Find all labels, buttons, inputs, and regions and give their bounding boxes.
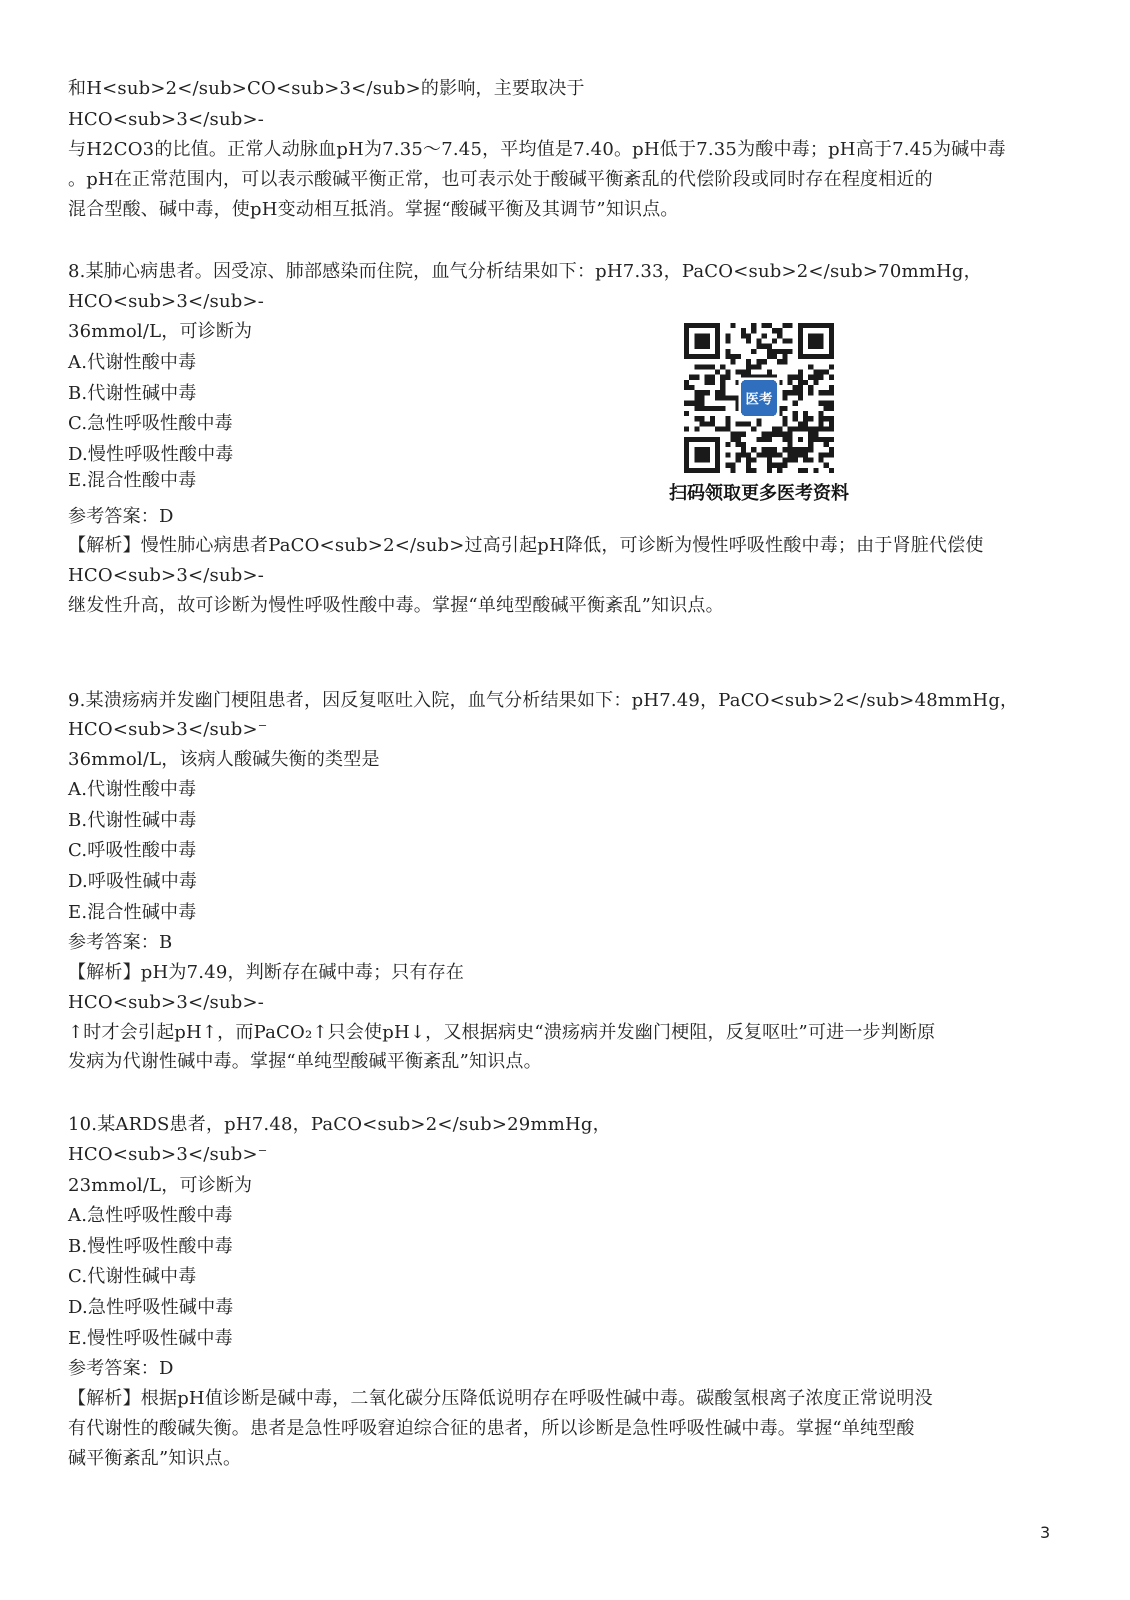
explanation-line: 继发性升高，故可诊断为慢性呼吸性酸中毒。掌握“单纯型酸碱平衡紊乱”知识点。 bbox=[68, 595, 724, 616]
answer-option: E.混合性碱中毒 bbox=[68, 902, 197, 923]
answer-option: B.代谢性碱中毒 bbox=[68, 810, 197, 831]
explanation-line: HCO<sub>3</sub>- bbox=[68, 109, 265, 130]
explanation-line: 碱平衡紊乱”知识点。 bbox=[68, 1448, 242, 1469]
answer-option: A.急性呼吸性酸中毒 bbox=[68, 1205, 233, 1226]
reference-answer: 参考答案：B bbox=[68, 932, 173, 953]
question-stem: 36mmol/L，可诊断为 bbox=[68, 321, 253, 342]
qr-code-image[interactable] bbox=[684, 323, 834, 473]
answer-option: E.慢性呼吸性碱中毒 bbox=[68, 1328, 233, 1349]
explanation-line: 【解析】pH为7.49，判断存在碱中毒；只有存在 bbox=[68, 962, 465, 983]
explanation-line: HCO<sub>3</sub>- bbox=[68, 565, 265, 586]
question-stem: 10.某ARDS患者，pH7.48，PaCO<sub>2</sub>29mmHg， bbox=[68, 1114, 611, 1135]
answer-option: C.急性呼吸性酸中毒 bbox=[68, 413, 233, 434]
explanation-line: ↑时才会引起pH↑，而PaCO₂↑只会使pH↓，又根据病史“溃疡病并发幽门梗阻，反复呕吐”可进一步判断原 bbox=[68, 1022, 936, 1043]
answer-option: E.混合性酸中毒 bbox=[68, 470, 197, 491]
answer-option: A.代谢性酸中毒 bbox=[68, 779, 197, 800]
answer-option: D.呼吸性碱中毒 bbox=[68, 871, 198, 892]
explanation-line: 和H<sub>2</sub>CO<sub>3</sub>的影响，主要取决于 bbox=[68, 78, 585, 99]
question-stem: HCO<sub>3</sub>⁻ bbox=[68, 719, 268, 740]
question-stem: 9.某溃疡病并发幽门梗阻患者，因反复呕吐入院，血气分析结果如下：pH7.49，PaCO<sub>2</sub>48mmHg， bbox=[68, 690, 1019, 711]
answer-option: C.呼吸性酸中毒 bbox=[68, 840, 197, 861]
reference-answer: 参考答案：D bbox=[68, 1358, 174, 1379]
explanation-line: 与H2CO3的比值。正常人动脉血pH为7.35～7.45，平均值是7.40。pH低于7.35为酸中毒；pH高于7.45为碱中毒 bbox=[68, 139, 1006, 160]
explanation-line: 发病为代谢性碱中毒。掌握“单纯型酸碱平衡紊乱”知识点。 bbox=[68, 1051, 542, 1072]
answer-option: C.代谢性碱中毒 bbox=[68, 1266, 197, 1287]
reference-answer: 参考答案：D bbox=[68, 506, 174, 527]
answer-option: D.慢性呼吸性酸中毒 bbox=[68, 444, 234, 465]
answer-option: B.代谢性碱中毒 bbox=[68, 383, 197, 404]
answer-option: A.代谢性酸中毒 bbox=[68, 352, 197, 373]
question-stem: 8.某肺心病患者。因受凉、肺部感染而住院，血气分析结果如下：pH7.33，PaCO<sub>2</sub>70mmHg， bbox=[68, 261, 982, 282]
question-stem: 23mmol/L，可诊断为 bbox=[68, 1175, 253, 1196]
qr-logo-text: 医考 bbox=[745, 392, 773, 408]
question-stem: HCO<sub>3</sub>⁻ bbox=[68, 1144, 268, 1165]
explanation-line: HCO<sub>3</sub>- bbox=[68, 992, 265, 1013]
explanation-line: 有代谢性的酸碱失衡。患者是急性呼吸窘迫综合征的患者，所以诊断是急性呼吸性碱中毒。掌握“单纯型酸 bbox=[68, 1418, 915, 1439]
page-number: 3 bbox=[1040, 1523, 1051, 1542]
qr-caption: 扫码领取更多医考资料 bbox=[669, 483, 849, 504]
answer-option: B.慢性呼吸性酸中毒 bbox=[68, 1236, 233, 1257]
explanation-line: 【解析】慢性肺心病患者PaCO<sub>2</sub>过高引起pH降低，可诊断为慢性呼吸性酸中毒；由于肾脏代偿使 bbox=[68, 535, 984, 556]
answer-option: D.急性呼吸性碱中毒 bbox=[68, 1297, 234, 1318]
question-stem: HCO<sub>3</sub>- bbox=[68, 291, 265, 312]
qr-code-icon bbox=[684, 323, 834, 473]
question-stem: 36mmol/L，该病人酸碱失衡的类型是 bbox=[68, 749, 380, 770]
explanation-line: 。pH在正常范围内，可以表示酸碱平衡正常，也可表示处于酸碱平衡紊乱的代偿阶段或同时存在程度相近的 bbox=[68, 169, 933, 190]
explanation-line: 【解析】根据pH值诊断是碱中毒，二氧化碳分压降低说明存在呼吸性碱中毒。碳酸氢根离子浓度正常说明没 bbox=[68, 1388, 933, 1409]
explanation-line: 混合型酸、碱中毒，使pH变动相互抵消。掌握“酸碱平衡及其调节”知识点。 bbox=[68, 199, 679, 220]
